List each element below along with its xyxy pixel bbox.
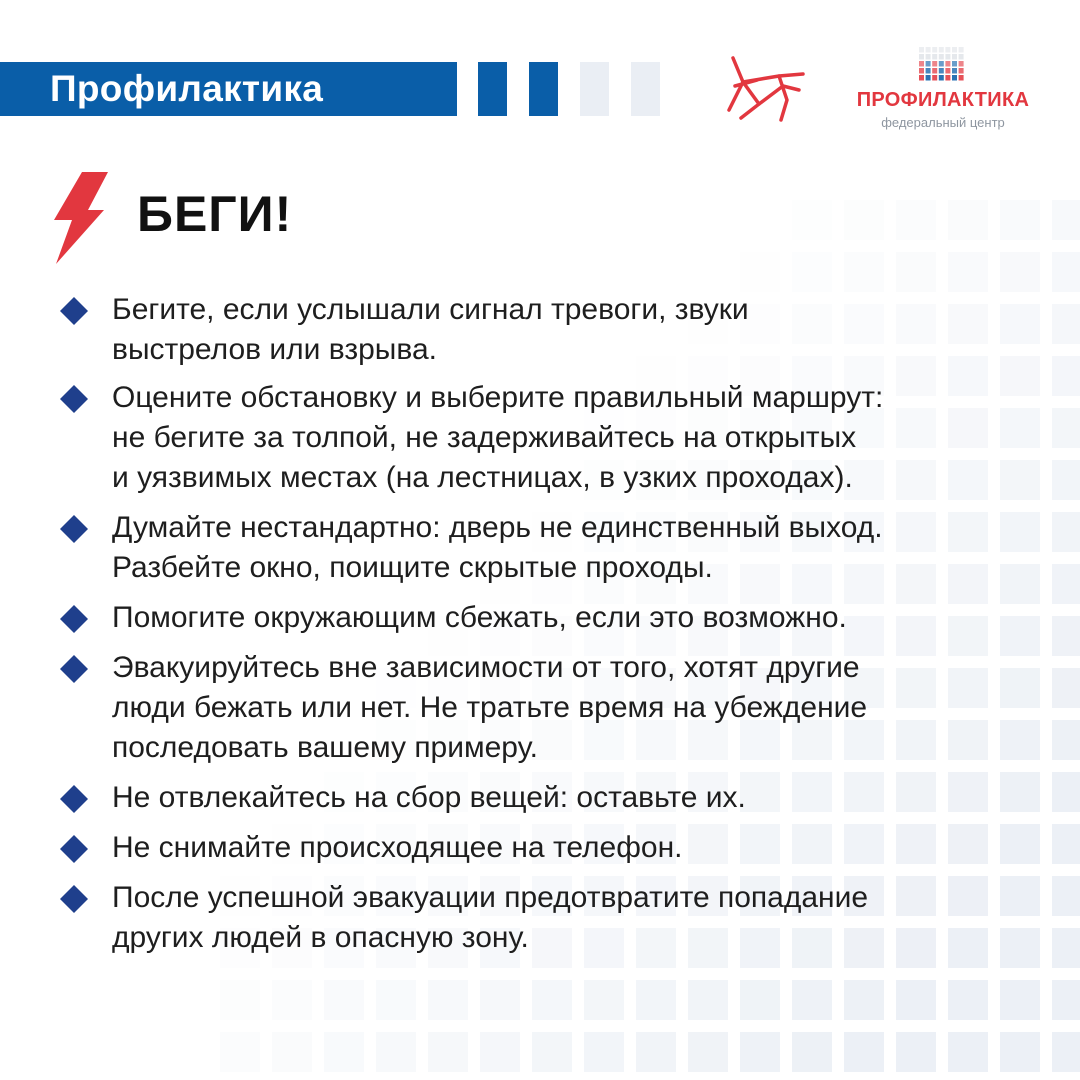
logo-grid-icon xyxy=(919,47,965,83)
page-title: Профилактика xyxy=(50,68,324,109)
list-item xyxy=(112,878,1052,958)
list-item-line: Не снимайте происходящее на телефон. xyxy=(112,831,683,864)
header-stripe xyxy=(631,62,660,116)
list-item-line: Эвакуируйтесь вне зависимости от того, хотят другие xyxy=(112,651,860,684)
header-stripe xyxy=(529,62,558,116)
bullet-diamond-icon xyxy=(60,655,88,683)
header-stripe xyxy=(478,62,507,116)
bullet-diamond-icon xyxy=(60,297,88,325)
list-item xyxy=(112,648,1052,768)
bullet-diamond-icon xyxy=(60,605,88,633)
list-item-line: Бегите, если услышали сигнал тревоги, звуки xyxy=(112,293,749,326)
list-item xyxy=(112,598,1052,638)
list-item-line: После успешной эвакуации предотвратите попадание xyxy=(112,881,869,914)
list-item xyxy=(112,508,1052,588)
list-item-line: не бегите за толпой, не задерживайтесь на открытых xyxy=(112,421,857,454)
list-item-line: и уязвимых местах (на лестницах, в узких проходах). xyxy=(112,461,853,494)
list-item-line: других людей в опасную зону. xyxy=(112,921,529,954)
logo-name: ПРОФИЛАКТИКА xyxy=(856,89,1030,111)
bullet-diamond-icon xyxy=(60,515,88,543)
list-item-line: Думайте нестандартно: дверь не единственный выход. xyxy=(112,511,883,544)
list-item-line: Оцените обстановку и выберите правильный маршрут: xyxy=(112,381,884,414)
list-item xyxy=(112,828,1052,868)
list-item xyxy=(112,290,1052,370)
bullet-diamond-icon xyxy=(60,785,88,813)
list-item-line: выстрелов или взрыва. xyxy=(112,333,437,366)
bullet-diamond-icon xyxy=(60,835,88,863)
bullet-diamond-icon xyxy=(60,885,88,913)
header-stripe xyxy=(580,62,609,116)
list-item-line: Не отвлекайтесь на сбор вещей: оставьте их. xyxy=(112,781,746,814)
running-emblem-icon xyxy=(723,52,807,124)
list-item xyxy=(112,378,1052,498)
list-item-line: последовать вашему примеру. xyxy=(112,731,538,764)
lightning-icon xyxy=(52,172,108,264)
list-item xyxy=(112,778,1052,818)
bullet-diamond-icon xyxy=(60,385,88,413)
list-item-line: Помогите окружающим сбежать, если это возможно. xyxy=(112,601,847,634)
logo-subtitle: федеральный центр xyxy=(881,115,1005,130)
section-title: БЕГИ! xyxy=(137,186,293,242)
list-item-line: люди бежать или нет. Не тратьте время на убеждение xyxy=(112,691,868,724)
list-item-line: Разбейте окно, поищите скрытые проходы. xyxy=(112,551,713,584)
